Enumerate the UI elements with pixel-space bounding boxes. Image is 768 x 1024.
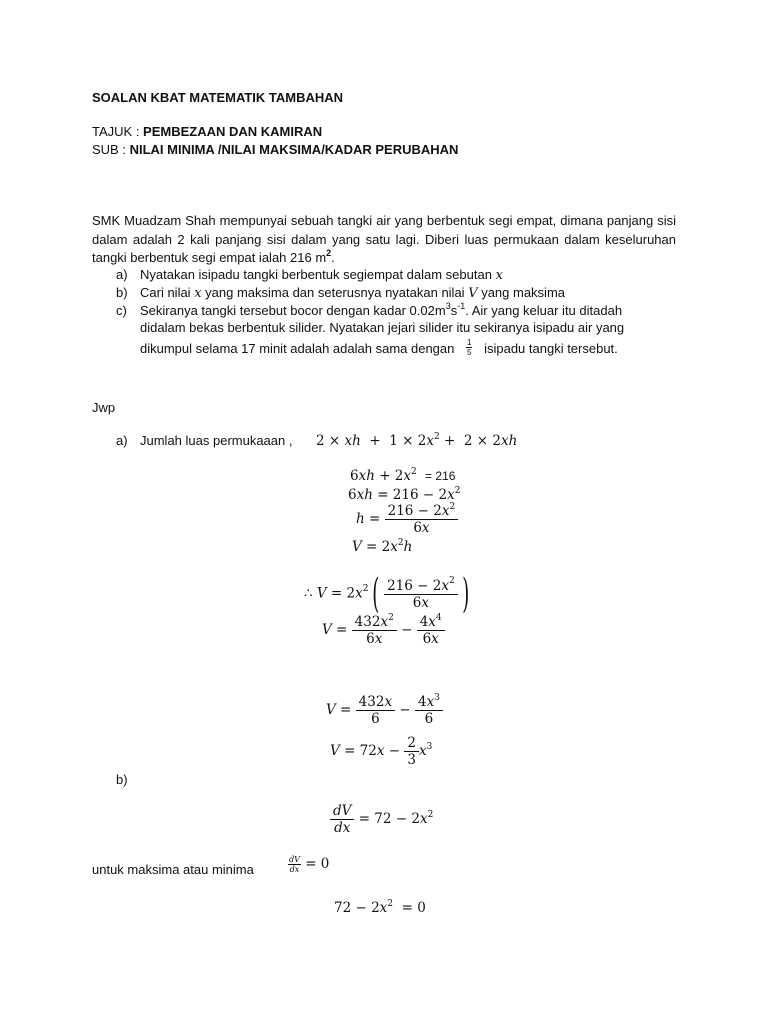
item-b-part2: yang maksima dan seterusnya nyatakan nilai xyxy=(201,285,469,300)
question-intro-text: SMK Muadzam Shah mempunyai sebuah tangki air yang berbentuk segi empat, dimana panjang sisi dalam adalah 2 kali panjang sisi dalam yang satu lagi. Diberi luas permukaan dalam keseluruhan tangki berbentuk segi empat ialah 216 m xyxy=(92,213,676,265)
eq-v-2x2h: $V = 2x^2h$ xyxy=(352,537,413,555)
item-a-text: Nyatakan isipadu tangki berbentuk segiempat dalam sebutan x xyxy=(140,267,503,283)
item-b-part1: Cari nilai xyxy=(140,285,195,300)
eq-dv-dx: $\frac{dV}{dx}$ = $72 - 2x^2$ xyxy=(330,803,433,836)
item-b-text: Cari nilai x yang maksima dan seterusnya nyatakan nilai V yang maksima xyxy=(140,285,565,301)
eq-h: h = $\frac{216 - 2x^2}{6x}$ xyxy=(356,503,458,536)
item-a-marker: a) xyxy=(116,267,128,282)
eq-6xh-eq: $6xh = 216 - 2x^2$ xyxy=(348,485,461,503)
item-c-line2: didalam bekas berbentuk silider. Nyatakan jejari silider itu sekiranya isipadu air yang xyxy=(140,320,625,335)
item-a-label: Nyatakan isipadu tangki berbentuk segiempat dalam sebutan xyxy=(140,267,496,282)
answer-label: Jwp xyxy=(92,400,116,415)
condition-text: untuk maksima atau minima xyxy=(92,862,254,877)
eq-72-zero: $72 - 2x^2 = 0$ xyxy=(334,898,426,916)
surface-area-expression: 2 × xh + $1 \times 2x^2 + 2 \times 2xh$ xyxy=(316,431,518,449)
question-intro: SMK Muadzam Shah mempunyai sebuah tangki air yang berbentuk segi empat, dimana panjang sisi dalam adalah 2 kali panjang sisi dalam yang satu lagi. Diberi luas permukaan dalam keseluruhan tangki berbentuk segi empat ialah 216 $m^2$. xyxy=(92,213,676,265)
sub-line xyxy=(92,142,458,158)
sub-value: NILAI MINIMA /NILAI MAKSIMA/KADAR PERUBAHAN xyxy=(129,142,459,157)
eq-v-simplified: V = $\frac{432x}{6}$ − $\frac{4x^3}{6}$ xyxy=(326,694,443,727)
eq-dvdx-zero: $\frac{dV}{dx}$ = 0 xyxy=(289,855,330,874)
eq-6xh-plus: $6xh + 2x^2 = 216$ xyxy=(350,466,456,484)
item-c-line3-text: dikumpul selama 17 minit adalah adalah sama dengan xyxy=(140,340,455,356)
doc-title: SOALAN KBAT MATEMATIK TAMBAHAN xyxy=(92,90,344,105)
tajuk-line xyxy=(92,124,322,140)
tajuk-label: TAJUK : xyxy=(92,124,144,139)
item-c-marker: c) xyxy=(116,303,127,318)
item-c-line1-end: . Air yang keluar itu ditadah xyxy=(465,303,623,318)
eq1-rhs: = 216 xyxy=(425,469,456,483)
item-c-line1: Sekiranya tangki tersebut bocor dengan kadar $0.02m^3s^{-1}$. Air yang keluar itu ditadah xyxy=(140,300,623,318)
answer-a-text: Jumlah luas permukaaan , xyxy=(140,433,293,448)
sub-label: SUB : xyxy=(92,142,130,157)
eq-v-432: V = $\frac{432x^2}{6x}$ − $\frac{4x^4}{6x}$ xyxy=(322,614,445,647)
tajuk-value: PEMBEZAAN DAN KAMIRAN xyxy=(143,124,323,139)
item-b-marker: b) xyxy=(116,285,128,300)
item-c-line3-end: isipadu tangki tersebut. xyxy=(484,340,618,356)
eq-v-final: V = 72x − $\frac{2}{3}$ $x^3$ xyxy=(330,735,433,768)
answer-b-marker: b) xyxy=(116,772,128,787)
item-c-line3 xyxy=(140,340,618,359)
item-c-line1-text: Sekiranya tangki tersebut bocor dengan kadar 0.02m xyxy=(140,303,446,318)
answer-a-marker: a) xyxy=(116,433,128,448)
one-fifth-fraction: $\frac{1}{5}$ xyxy=(467,338,472,357)
eq-therefore-v: ∴ $V = 2x^2$ ( $\frac{216 - 2x^2}{6x}$ ) xyxy=(304,571,470,617)
item-b-part3: yang maksima xyxy=(477,285,565,300)
